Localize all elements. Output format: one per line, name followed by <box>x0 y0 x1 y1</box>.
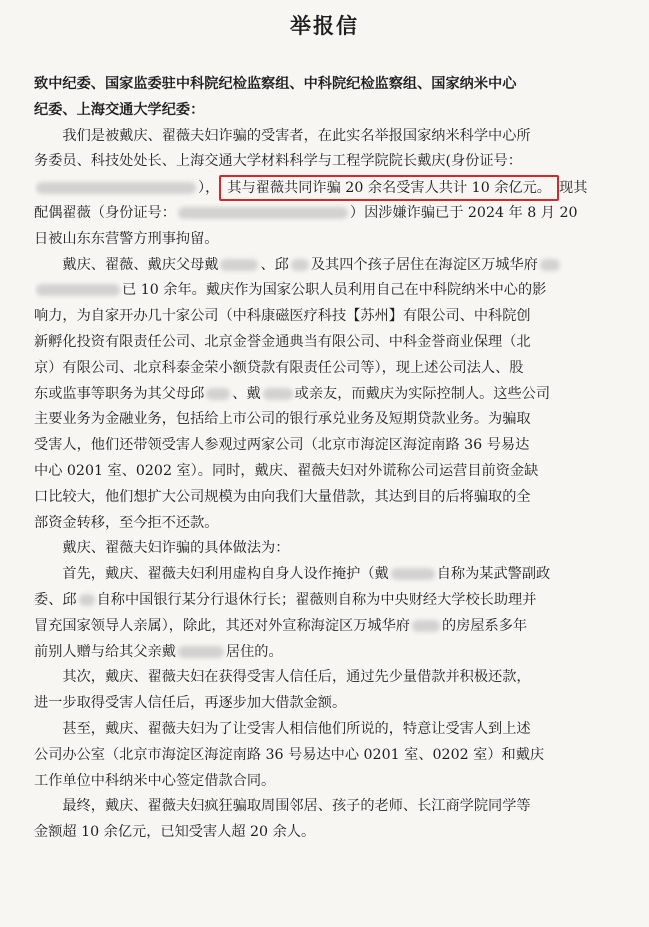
paragraph-line: 进一步取得受害人信任后，再逐步加大借款金额。 <box>34 695 347 712</box>
addressee-line: 致中纪委、国家监委驻中科院纪检监察组、中科院纪检监察组、国家纳米中心 <box>34 76 517 92</box>
letter-body <box>34 72 614 846</box>
paragraph-line: 前别人赠与给其父亲戴 居住的。 <box>34 643 283 660</box>
paragraph-line: 务委员、科技处处长、上海交通大学材料科学与工程学院院长戴庆(身份证号： <box>34 153 522 170</box>
redacted-name <box>206 388 230 400</box>
paragraph-line: 公司办公室（北京市海淀区海淀南路 36 号易达中心 0201 室、0202 室）和戴庆 <box>34 746 545 763</box>
paragraph-line: ）， 其与翟薇共同诈骗 20 余名受害人共计 10 余亿元。 现其 <box>34 175 614 201</box>
redacted-name <box>391 568 435 580</box>
redacted-name <box>220 259 258 271</box>
redacted-address <box>36 284 120 296</box>
redacted-address <box>412 620 440 632</box>
paragraph-line: 戴庆、翟薇夫妇诈骗的具体做法为： <box>62 540 290 557</box>
redacted-id <box>36 182 196 194</box>
paragraph-line: 已 10 余年。戴庆作为国家公职人员利用自己在中科院纳米中心的影 <box>34 278 614 304</box>
paragraph-line: 甚至，戴庆、翟薇夫妇为了让受害人相信他们所说的，特意让受害人到上述 <box>62 720 531 737</box>
paragraph-line: 我们是被戴庆、翟薇夫妇诈骗的受害者，在此实名举报国家纳米科学中心所 <box>62 127 531 144</box>
paragraph-line: 日被山东东营警方刑事拘留。 <box>34 230 219 247</box>
redacted-name <box>79 594 95 606</box>
paragraph-line: 金额超 10 余亿元，已知受害人超 20 余人。 <box>34 824 316 841</box>
highlighted-claim: 其与翟薇共同诈骗 20 余名受害人共计 10 余亿元。 <box>219 175 559 201</box>
paragraph-line: 受害人，他们还带领受害人参观过两家公司（北京市海淀区海淀南路 36 号易达 <box>34 437 530 454</box>
paragraph-line: 部资金转移，至今拒不还款。 <box>34 514 219 531</box>
paragraph-line: 冒充国家领导人亲属），除此，其还对外宣称海淀区万城华府 的房屋系多年 <box>34 617 528 634</box>
paragraph-line: 东或监事等职务为其父母邱 、戴 或亲友，而戴庆为实际控制人。这些公司 <box>34 385 551 402</box>
paragraph-line: 最终，戴庆、翟薇夫妇疯狂骗取周围邻居、孩子的老师、长江商学院同学等 <box>62 798 531 815</box>
paragraph-line: 中心 0201 室、0202 室）。同时，戴庆、翟薇夫妇对外谎称公司运营目前资金缺 <box>34 462 539 479</box>
paragraph-line: 配偶翟薇（身份证号： ）因涉嫌诈骗已于 2024 年 8 月 20 <box>34 204 578 221</box>
paragraph-line: 戴庆、翟薇、戴庆父母戴 、邱 及其四个孩子居住在海淀区万城华府 <box>34 253 614 279</box>
paragraph-line: 工作单位中科纳米中心签定借款合同。 <box>34 772 276 789</box>
paragraph-line: 主要业务为金融业务，包括给上市公司的银行承兑业务及短期贷款业务。为骗取 <box>34 411 531 428</box>
paragraph-line: 首先，戴庆、翟薇夫妇利用虚构自身人设作掩护（戴 自称为某武警副政 <box>62 566 551 583</box>
paragraph-line: 口比较大，他们想扩大公司规模为由向我们大量借款，其达到目的后将骗取的全 <box>34 488 531 505</box>
redacted-id <box>178 207 348 219</box>
redacted-name <box>178 646 224 658</box>
paragraph-line: 响力，为自家开办几十家公司（中科康磁医疗科技【苏州】有限公司、中科院创 <box>34 308 531 325</box>
paragraph-line: 京）有限公司、北京科泰金荣小额贷款有限责任公司等），现上述公司法人、股 <box>34 359 524 376</box>
redacted-address <box>540 259 560 271</box>
page-title: 举报信 <box>290 14 359 38</box>
redacted-name <box>291 259 309 271</box>
paragraph-line: 新孵化投资有限责任公司、北京金誉金通典当有限公司、中科金誉商业保理（北 <box>34 333 531 350</box>
redacted-name <box>263 388 293 400</box>
paragraph-line: 委、邱 自称中国银行某分行退休行长；翟薇则自称为中央财经大学校长助理并 <box>34 591 537 608</box>
addressee-line: 纪委、上海交通大学纪委： <box>34 101 205 118</box>
paragraph-line: 其次，戴庆、翟薇夫妇在获得受害人信任后，通过先少量借款并积极还款， <box>62 669 531 686</box>
